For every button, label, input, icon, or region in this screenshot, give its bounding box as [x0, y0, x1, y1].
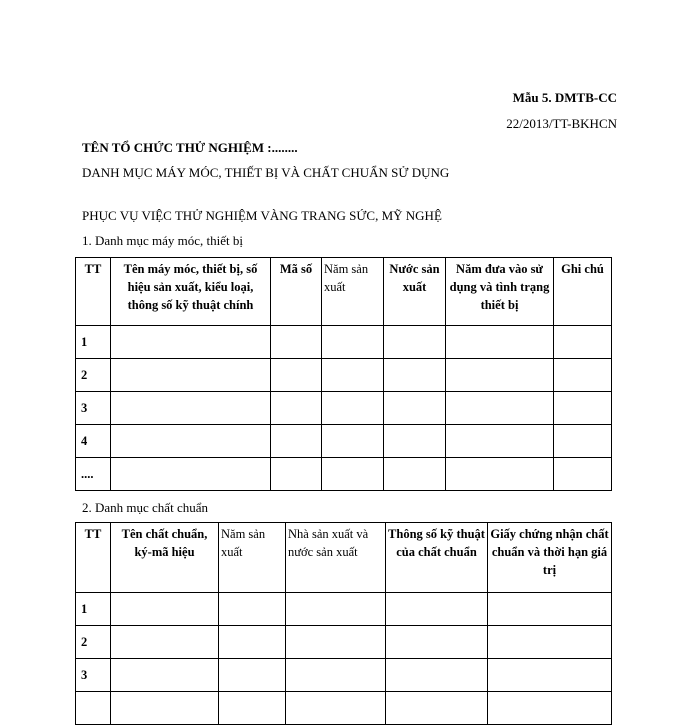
table-cell[interactable]: [554, 359, 612, 392]
table-row: [76, 692, 612, 725]
row-number: 3: [76, 392, 111, 425]
table-cell[interactable]: [111, 692, 219, 725]
table-cell[interactable]: [554, 425, 612, 458]
row-number: 2: [76, 359, 111, 392]
table-cell[interactable]: [111, 425, 271, 458]
table-row: [76, 392, 612, 425]
table-cell[interactable]: [488, 659, 612, 692]
table-cell[interactable]: [446, 425, 554, 458]
table-cell[interactable]: [219, 593, 286, 626]
table-cell[interactable]: [446, 359, 554, 392]
table-cell[interactable]: [554, 392, 612, 425]
table-cell[interactable]: [386, 692, 488, 725]
table-cell[interactable]: [286, 593, 386, 626]
table-cell[interactable]: [271, 425, 322, 458]
row-number: 2: [76, 626, 111, 659]
table-cell[interactable]: [554, 326, 612, 359]
row-number: ....: [76, 458, 111, 491]
table-cell[interactable]: [554, 458, 612, 491]
table-cell[interactable]: [384, 425, 446, 458]
circular-number: 22/2013/TT-BKHCN: [506, 116, 617, 131]
equipment-table: [75, 257, 612, 491]
table-cell[interactable]: [322, 392, 384, 425]
column-header-certificate: Giấy chứng nhận chất chuẩn và thời hạn giá trị: [488, 523, 612, 593]
column-header-year-made: Năm sản xuất: [219, 523, 286, 593]
column-header-country: Nước sản xuất: [384, 258, 446, 326]
table-cell[interactable]: [111, 326, 271, 359]
table-cell[interactable]: [286, 659, 386, 692]
document-title-line-2: PHỤC VỤ VIỆC THỬ NGHIỆM VÀNG TRANG SỨC, MỸ NGHỆ: [82, 208, 442, 223]
table-cell[interactable]: [446, 458, 554, 491]
column-header-year-in-use: Năm đưa vào sử dụng và tình trạng thiết bị: [446, 258, 554, 326]
table-row: [76, 659, 612, 692]
table-cell[interactable]: [384, 392, 446, 425]
table-cell[interactable]: [488, 593, 612, 626]
table-cell[interactable]: [386, 593, 488, 626]
table-cell[interactable]: [322, 326, 384, 359]
table-cell[interactable]: [384, 326, 446, 359]
table-cell[interactable]: [111, 593, 219, 626]
table-cell[interactable]: [286, 692, 386, 725]
row-number: 1: [76, 326, 111, 359]
organization-name: TÊN TỔ CHỨC THỬ NGHIỆM :........: [82, 140, 298, 155]
table-cell[interactable]: [219, 626, 286, 659]
row-number: 4: [76, 425, 111, 458]
table-cell[interactable]: [386, 659, 488, 692]
table-cell[interactable]: [322, 425, 384, 458]
table-cell[interactable]: [446, 326, 554, 359]
table-cell[interactable]: [271, 359, 322, 392]
table-cell[interactable]: [386, 626, 488, 659]
column-header-material-name: Tên chất chuẩn, ký-mã hiệu: [111, 523, 219, 593]
table-cell[interactable]: [271, 458, 322, 491]
table-row: [76, 626, 612, 659]
document-title-line-1: DANH MỤC MÁY MÓC, THIẾT BỊ VÀ CHẤT CHUẨN SỬ DỤNG: [82, 165, 450, 180]
column-header-tt: TT: [76, 258, 111, 326]
row-number: [76, 692, 111, 725]
table-cell[interactable]: [111, 392, 271, 425]
table-cell[interactable]: [219, 659, 286, 692]
column-header-manufacturer: Nhà sản xuất và nước sản xuất: [286, 523, 386, 593]
section-2-heading: 2. Danh mục chất chuẩn: [82, 500, 208, 515]
table-cell[interactable]: [384, 359, 446, 392]
table-cell[interactable]: [384, 458, 446, 491]
table-row: [76, 326, 612, 359]
table-cell[interactable]: [219, 692, 286, 725]
table-header-row: [76, 523, 612, 593]
table-cell[interactable]: [271, 326, 322, 359]
column-header-equipment-name: Tên máy móc, thiết bị, số hiệu sản xuất, kiểu loại, thông số kỹ thuật chính: [111, 258, 271, 326]
table-cell[interactable]: [322, 359, 384, 392]
table-cell[interactable]: [111, 659, 219, 692]
table-cell[interactable]: [111, 359, 271, 392]
table-cell[interactable]: [322, 458, 384, 491]
table-row: [76, 458, 612, 491]
table-header-row: [76, 258, 612, 326]
reference-material-table: [75, 522, 612, 725]
column-header-notes: Ghi chú: [554, 258, 612, 326]
table-cell[interactable]: [286, 626, 386, 659]
row-number: 1: [76, 593, 111, 626]
table-row: [76, 359, 612, 392]
section-1-heading: 1. Danh mục máy móc, thiết bị: [82, 233, 244, 248]
form-code: Mẫu 5. DMTB-CC: [512, 90, 617, 105]
table-row: [76, 425, 612, 458]
column-header-code: Mã số: [271, 258, 322, 326]
table-cell[interactable]: [111, 458, 271, 491]
table-cell[interactable]: [271, 392, 322, 425]
column-header-tt: TT: [76, 523, 111, 593]
table-cell[interactable]: [111, 626, 219, 659]
table-cell[interactable]: [488, 626, 612, 659]
table-cell[interactable]: [446, 392, 554, 425]
column-header-year-made: Năm sản xuất: [322, 258, 384, 326]
table-row: [76, 593, 612, 626]
table-cell[interactable]: [488, 692, 612, 725]
row-number: 3: [76, 659, 111, 692]
column-header-specs: Thông số kỹ thuật của chất chuẩn: [386, 523, 488, 593]
